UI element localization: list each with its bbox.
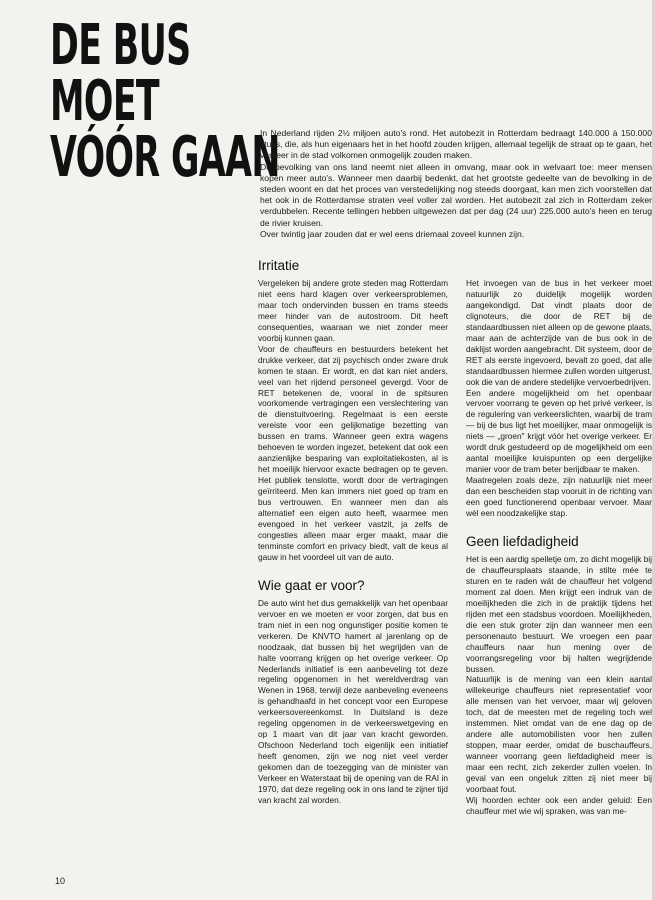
body-paragraph: Wij hoorden echter ook een ander geluid: Een chauffeur met wie wij spraken, was van me-: [466, 794, 652, 816]
headline-line-3: VÓÓR GAAN: [50, 125, 280, 190]
intro-paragraph: Over twintig jaar zouden dat er wel eens driemaal zoveel kunnen zijn.: [260, 228, 525, 239]
body-paragraph: Vergeleken bij andere grote steden mag Rotterdam niet eens hard klagen over verkeersproblemen, maar toch ondervinden bussen en trams steeds meer hinder van de autostroom. Dit heeft consequenties, waaraan we niet zonder meer voorbij kunnen gaan.: [258, 278, 448, 343]
page-number: 10: [55, 876, 66, 886]
section-heading-geen-liefdadigheid: Geen liefdadigheid: [466, 533, 579, 549]
section-heading-irritatie: Irritatie: [258, 258, 300, 273]
body-paragraph: Het is een aardig spelletje om, zo dicht mogelijk bij de chauffeursplaats staande, in stilte mée te sturen en te raden wát de chauffeur het volgend moment zal doen. Men krijgt een indruk van de moeilijkheden die zich in de praktijk tijdens het rijden met een stadsbus voordoen. Moeilijkheden, die een stuk groter zijn dan wanneer men een personenauto bestuurt. We vroegen een paar chauffeurs naar hun mening over de voorrangsregeling voor bij halten wegrijdende bussen.: [466, 553, 652, 674]
body-paragraph: Maatregelen zoals deze, zijn natuurlijk niet meer dan een bescheiden stap vooruit in de richting van een goed functionerend openbaar vervoer. Maar wèl een noodzakelijke stap.: [466, 475, 652, 519]
headline-line-2: MOET: [50, 69, 159, 134]
headline: [50, 13, 280, 190]
intro-paragraph: In Nederland rijden 2½ miljoen auto's rond. Het autobezit in Rotterdam bedraagt 140.000 à 150.000 stuks, die, als hun eigenaars het in het hoofd zouden krijgen, allemaal tegelijk de straat op te gaan, het verkeer in de stad volkomen onmogelijk zouden maken.: [260, 128, 652, 161]
headline-line-1: DE BUS: [50, 13, 191, 78]
intro-text: [260, 128, 652, 240]
left-column: [258, 258, 448, 806]
intro-paragraph: De bevolking van ons land neemt niet alleen in omvang, maar ook in welvaart toe: meer mensen kopen meer auto's. Wanneer men daarbij bedenkt, dat het grootste gedeelte van de bevolking in de steden woont en dat het proces van verstedelijking nog steeds doorgaat, kan men zich voorstellen dat het ook in de Rotterdamse straten veel voller zal worden. Het autobezit zal zich in Rotterdam zeker verdubbelen. Recente tellingen hebben uitgewezen dat per dag (24 uur) 225.000 auto's heen en terug de rivier kruisen.: [260, 161, 652, 228]
body-paragraph: Natuurlijk is de mening van een klein aantal willekeurige chauffeurs niet representatief voor alle mensen van het vervoer, maar wij geloven toch, dat de meesten met de regeling toch wel instemmen. Niet omdat van de ene dag op de andere alle automobilisten voor hen zullen stoppen, maar eerder, omdat de buschauffeurs, wanneer voorrang geen liefdadigheid meer is maar een recht, zich zekerder zullen voelen. In geval van een ongeluk zitten zij niet meer bij voorbaat fout.: [466, 674, 652, 794]
body-paragraph: De auto wint het dus gemakkelijk van het openbaar vervoer en we moeten er voor zorgen, dat bus en tram niet in een nog ongunstiger positie komen te verkeren. De KNVTO hamert al jarenlang op de noodzaak, dat bussen bij het wegrijden van de halte voorrang krijgen op het overige verkeer. Op Nederlands initiatief is een aanbeveling tot deze regeling opgenomen in het wereldverdrag van Wenen in 1968, terwijl deze aanbeveling eveneens is gehandhaafd in het concept voor een Europese verkeersovereenkomst. In Duitsland is deze regeling opgenomen in de verkeerswetgeving en op 1 maart van dit jaar van kracht geworden. Ofschoon Nederland toch eigenlijk een initiatief heeft genomen, zijn we nog niet veel verder gekomen dan de toezegging van de minister van Verkeer en Waterstaat bij de opening van de RAI in 1970, dat deze regeling ook in ons land te zijner tijd van kracht zal worden.: [258, 597, 448, 805]
right-column: [466, 278, 652, 817]
body-paragraph: Een andere mogelijkheid om het openbaar vervoer voorrang te geven op het privé verkeer, is de regulering van verkeerslichten, waarbij de tram — bij de bus ligt het moeilijker, maar onmogelijk is niets — „groen" krijgt vóór het overige verkeer. Er wordt druk gestudeerd op de mogelijkheid om een aantal moeilijke kruispunten op een dergelijke manier voor de tram beter berijdbaar te maken.: [466, 387, 652, 475]
body-paragraph: Het invoegen van de bus in het verkeer moet natuurlijk zo duidelijk mogelijk worden aangekondigd. Dat vindt plaats door de clignoteurs, die door de RET bij de standaardbussen niet alleen op de gewone plaats, maar aan de achterzijde van de bus ook in de daklijst worden aangebracht. Dit systeem, door de RET als eerste ingevoerd, bevalt zo goed, dat alle standaardbussen hiermee zullen worden uitgerust, ook die van de andere stedelijke vervoerbedrijven.: [466, 278, 652, 387]
section-heading-wie-gaat-er-voor: Wie gaat er voor?: [258, 577, 365, 593]
body-paragraph: Voor de chauffeurs en bestuurders betekent het drukke verkeer, dat zij psychisch onder zware druk komen te staan. Er wordt, en dat kan niet anders, veel van het rijdend personeel gevergd. Voor de RET betekenen de, vooral in de spitsuren voorkomende vertragingen een verslechtering van de dienstuitvoering. Regelmaat is een eerste vereiste voor een gelijkmatige bezetting van bussen en trams. Wanneer geen extra wagens behoeven te worden ingezet, betekent dat ook een aanzienlijke besparing van exploitatiekosten, al is het moeilijk hiervoor exacte bedragen op te geven. Het publiek tenslotte, wordt door de vertragingen geïrriteerd. Men kan immers niet goed op tram en bus vertrouwen. En wanneer men dan als alternatief een eigen auto heeft, waarmee men evengoed in het verkeer vastzit, ja zelfs de congesties alleen maar erger maakt, maar die tenminste comfort en privacy biedt, valt de keus al gauw in het voordeel uit van de auto.: [258, 343, 448, 562]
